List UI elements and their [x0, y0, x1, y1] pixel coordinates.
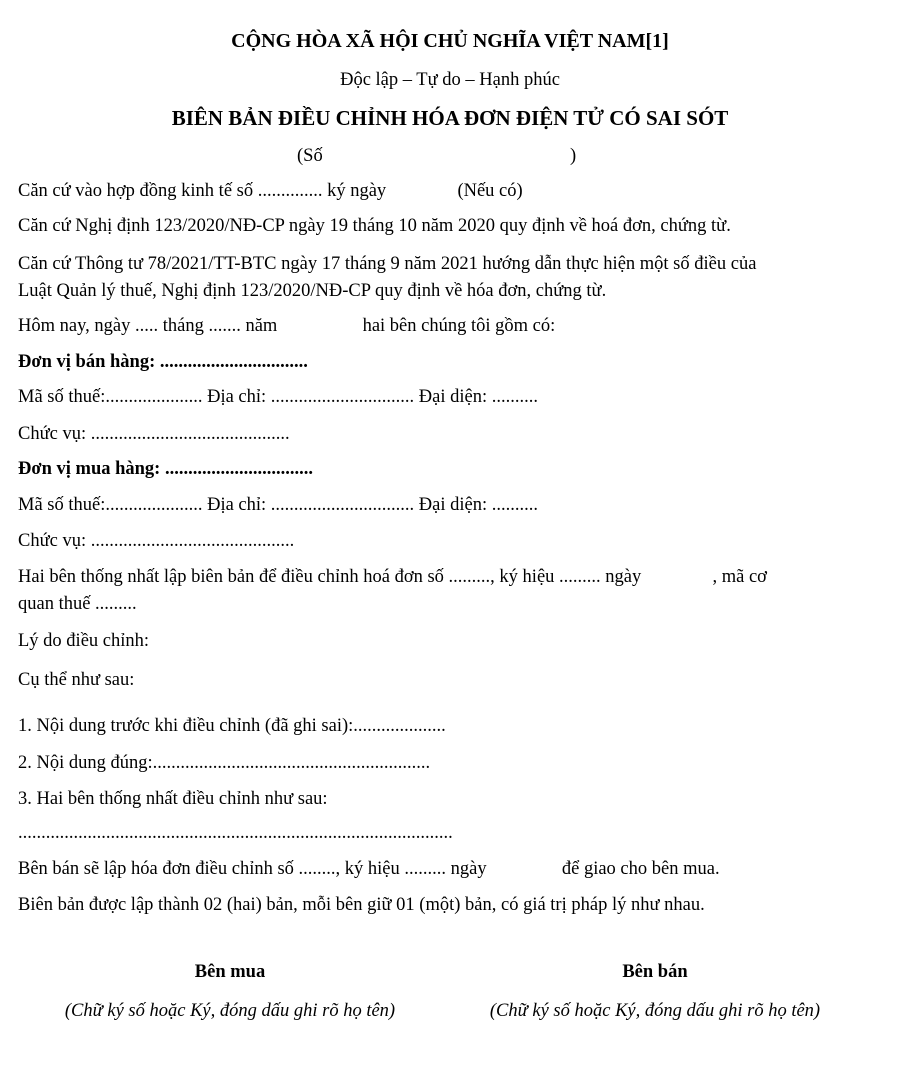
today-parties: hai bên chúng tôi gồm có: — [362, 316, 556, 336]
buyer-signature-note: (Chữ ký số hoặc Ký, đóng dấu ghi rõ họ tên) — [64, 1001, 396, 1021]
basis-decree: Căn cứ Nghị định 123/2020/NĐ-CP ngày 19 tháng 10 năm 2020 quy định về hoá đơn, chứng từ. — [18, 216, 731, 236]
agreement-tax-code-text: , mã cơ — [712, 567, 767, 587]
document-title: BIÊN BẢN ĐIỀU CHỈNH HÓA ĐƠN ĐIỆN TỬ CÓ SAI SÓT — [171, 106, 729, 130]
seller-position: Chức vụ: ........................................... — [18, 424, 290, 444]
agreement-invoice-text: Hai bên thống nhất lập biên bản để điều chỉnh hoá đơn số ........., ký hiệu ......... ngày — [18, 567, 642, 587]
today-date: Hôm nay, ngày ..... tháng ....... năm — [18, 316, 278, 336]
country-heading: CỘNG HÒA XÃ HỘI CHỦ NGHĨA VIỆT NAM[1] — [231, 30, 669, 52]
agreement-line1 — [18, 567, 767, 588]
buyer-position: Chức vụ: ............................................ — [18, 531, 295, 551]
seller-issue-text: Bên bán sẽ lập hóa đơn điều chỉnh số ........, ký hiệu ......... ngày — [18, 859, 487, 879]
adjustment-reason: Lý do điều chỉnh: — [18, 631, 150, 651]
seller-issue-delivery: để giao cho bên mua. — [561, 859, 720, 879]
basis-contract — [18, 181, 523, 202]
buyer-signature-title: Bên mua — [194, 962, 266, 982]
seller-heading: Đơn vị bán hàng: ................................ — [18, 352, 308, 372]
basis-contract-text: Căn cứ vào hợp đồng kinh tế số .............. ký ngày — [18, 181, 387, 201]
item-before-adjustment: 1. Nội dung trước khi điều chỉnh (đã ghi sai):.................... — [18, 716, 446, 736]
motto: Độc lập – Tự do – Hạnh phúc — [340, 70, 560, 90]
document-number-open: (Số — [297, 146, 323, 166]
document-number-close: ) — [570, 146, 577, 166]
details-heading: Cụ thể như sau: — [18, 670, 135, 690]
buyer-info: Mã số thuế:..................... Địa chỉ: ............................... Đại diện: .......... — [18, 495, 539, 515]
buyer-heading: Đơn vị mua hàng: ................................ — [18, 459, 313, 479]
copies-statement: Biên bản được lập thành 02 (hai) bản, mỗi bên giữ 01 (một) bản, có giá trị pháp lý như nhau. — [18, 895, 705, 915]
seller-signature-title: Bên bán — [622, 962, 688, 982]
basis-contract-optional: (Nếu có) — [457, 181, 523, 201]
today-line — [18, 316, 555, 337]
basis-circular-line1: Căn cứ Thông tư 78/2021/TT-BTC ngày 17 tháng 9 năm 2021 hướng dẫn thực hiện một số điều của — [18, 254, 757, 274]
basis-circular-line2: Luật Quản lý thuế, Nghị định 123/2020/NĐ-CP quy định về hóa đơn, chứng từ. — [18, 281, 607, 301]
seller-issue-line — [18, 859, 720, 880]
seller-info: Mã số thuế:..................... Địa chỉ: ............................... Đại diện: .......... — [18, 387, 539, 407]
seller-signature-note: (Chữ ký số hoặc Ký, đóng dấu ghi rõ họ tên) — [489, 1001, 821, 1021]
dotted-fill-line: .............................................................................................. — [18, 823, 453, 843]
agreement-line2: quan thuế ......... — [18, 594, 137, 614]
item-agreed-adjustment: 3. Hai bên thống nhất điều chỉnh như sau: — [18, 789, 328, 809]
item-correct-content: 2. Nội dung đúng:............................................................ — [18, 753, 431, 773]
